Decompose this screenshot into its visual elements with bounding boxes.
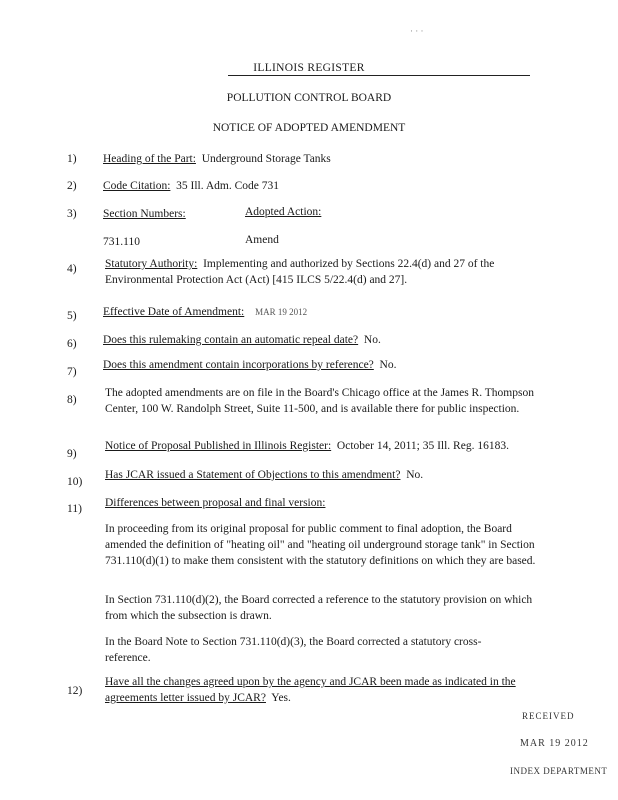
section-numbers-label: Section Numbers: bbox=[103, 208, 186, 220]
item-number: 10) bbox=[67, 476, 83, 488]
notice-title: NOTICE OF ADOPTED AMENDMENT bbox=[212, 122, 406, 134]
item-label: Does this amendment contain incorporations by reference? bbox=[103, 359, 374, 371]
header-rule bbox=[228, 75, 530, 76]
item-label: Effective Date of Amendment: bbox=[103, 306, 245, 318]
item-number: 12) bbox=[67, 685, 83, 697]
item-incorporations bbox=[103, 359, 396, 371]
item-number: 4) bbox=[67, 263, 77, 275]
item-label: Heading of the Part: bbox=[103, 153, 196, 165]
register-title: ILLINOIS REGISTER bbox=[253, 62, 365, 74]
item-number: 7) bbox=[67, 366, 77, 378]
item-value: Yes. bbox=[271, 692, 291, 704]
item-value: Underground Storage Tanks bbox=[201, 153, 331, 165]
difference-paragraph: In Section 731.110(d)(2), the Board corrected a reference to the statutory provision on which from which the subsection is drawn. bbox=[105, 594, 533, 622]
adopted-action-label: Adopted Action: bbox=[245, 206, 322, 218]
item-number: 11) bbox=[67, 503, 82, 515]
item-label: Has JCAR issued a Statement of Objections to this amendment? bbox=[105, 469, 401, 481]
effective-date-stamp: MAR 19 2012 bbox=[255, 307, 308, 317]
item-number: 3) bbox=[67, 208, 77, 220]
item-number: 5) bbox=[67, 310, 77, 322]
item-notice-of-proposal bbox=[105, 440, 509, 452]
difference-paragraph: In proceeding from its original proposal for public comment to final adoption, the Board amended the definition of "heating oil" and "heating oil underground storage tank" in Section 731.110(d)(1) to make them consistent with the statutory definitions on which they are based. bbox=[105, 523, 536, 567]
item-value: No. bbox=[363, 334, 381, 346]
item-statutory-authority bbox=[105, 256, 525, 288]
item-value: Implementing and authorized by Sections 22.4(d) and 27 of the Environmental Protection Act (Act) [415 ILCS 5/22.4(d) and 27]. bbox=[105, 258, 495, 286]
margin-mark: · · · bbox=[410, 26, 424, 36]
item-value: October 14, 2011; 35 Ill. Reg. 16183. bbox=[336, 440, 509, 452]
item-label: Does this rulemaking contain an automatic repeal date? bbox=[103, 334, 359, 346]
board-title: POLLUTION CONTROL BOARD bbox=[226, 92, 392, 104]
differences-label: Differences between proposal and final version: bbox=[105, 497, 326, 509]
received-date-stamp: MAR 19 2012 bbox=[520, 738, 589, 749]
item-jcar-agreement bbox=[105, 674, 543, 706]
item-jcar-objections bbox=[105, 469, 423, 481]
item-code-citation bbox=[103, 180, 279, 192]
item-heading bbox=[103, 153, 331, 165]
received-stamp: RECEIVED bbox=[522, 711, 575, 721]
section-number-value: 731.110 bbox=[103, 236, 140, 248]
item-value: No. bbox=[406, 469, 424, 481]
difference-paragraph: In the Board Note to Section 731.110(d)(3), the Board corrected a statutory cross-reference. bbox=[105, 636, 482, 664]
item-number: 2) bbox=[67, 180, 77, 192]
item-number: 6) bbox=[67, 338, 77, 350]
item-label: Notice of Proposal Published in Illinois Register: bbox=[105, 440, 332, 452]
item-repeal-date bbox=[103, 334, 381, 346]
adopted-action-value: Amend bbox=[245, 234, 279, 246]
item-number: 1) bbox=[67, 153, 77, 165]
item-label: Code Citation: bbox=[103, 180, 171, 192]
item-number: 8) bbox=[67, 394, 77, 406]
item-file-location: The adopted amendments are on file in the Board's Chicago office at the James R. Thompson Center, 100 W. Randolph Street, Suite 11-500, and is available there for public inspection. bbox=[105, 387, 534, 415]
item-label: Have all the changes agreed upon by the agency and JCAR been made as indicated in the agreements letter issued by JCAR? bbox=[105, 676, 516, 704]
item-label: Statutory Authority: bbox=[105, 258, 198, 270]
item-effective-date bbox=[103, 306, 307, 318]
item-number: 9) bbox=[67, 448, 77, 460]
item-value: No. bbox=[379, 359, 397, 371]
index-department-stamp: INDEX DEPARTMENT bbox=[510, 766, 608, 776]
item-value: 35 Ill. Adm. Code 731 bbox=[176, 180, 280, 192]
